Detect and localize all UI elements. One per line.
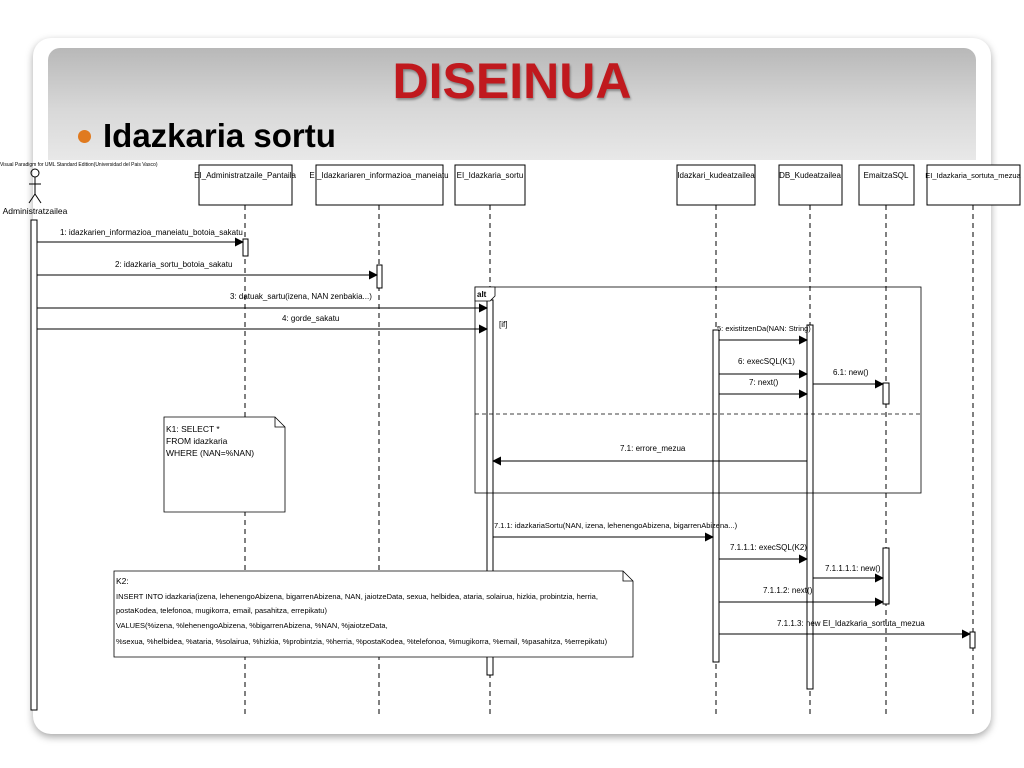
message-7-1-1-1-1 bbox=[813, 564, 883, 578]
message-label: 5: existitzenDa(NAN: String) bbox=[717, 324, 811, 333]
note-line: K2: bbox=[116, 576, 129, 586]
note-k1 bbox=[164, 417, 285, 512]
activation-bar bbox=[883, 383, 889, 404]
slide-title: DISEINUA bbox=[392, 53, 632, 109]
message-label: 6.1: new() bbox=[833, 368, 869, 377]
message-label: 7: next() bbox=[749, 378, 779, 387]
activation-bar bbox=[970, 632, 975, 648]
message-7 bbox=[719, 378, 807, 394]
message-2 bbox=[37, 260, 377, 275]
lifeline-label: EI_Idazkariaren_informazioa_maneiatu bbox=[309, 171, 449, 180]
lifeline-label: EI_Idazkaria_sortuta_mezua bbox=[925, 171, 1021, 180]
lifeline-emaitzasql bbox=[859, 165, 914, 715]
message-label: 7.1.1: idazkariaSortu(NAN, izena, lehenengoAbizena, bigarrenAbizena...) bbox=[494, 521, 738, 530]
message-1 bbox=[37, 228, 243, 242]
message-label: 7.1.1.2: next() bbox=[763, 586, 813, 595]
message-5 bbox=[717, 324, 811, 340]
note-line: FROM idazkaria bbox=[166, 436, 228, 446]
actor-activation bbox=[31, 220, 37, 710]
lifeline-label: EmaitzaSQL bbox=[863, 171, 909, 180]
activation-bar bbox=[883, 548, 889, 604]
message-label: 1: idazkarien_informazioa_maneiatu_botoia_sakatu bbox=[60, 228, 243, 237]
actor-label: Administratzailea bbox=[2, 206, 68, 216]
actor-administratzailea bbox=[3, 169, 68, 216]
message-label: 6: execSQL(K1) bbox=[738, 357, 795, 366]
activation-bar bbox=[243, 239, 248, 256]
note-line: postaKodea, telefonoa, mugikorra, email, pasahitza, errepikatu) bbox=[116, 606, 327, 615]
message-label: 7.1.1.3: new EI_Idazkaria_sortuta_mezua bbox=[777, 619, 925, 628]
message-7-1-1 bbox=[493, 521, 738, 537]
lifeline-label: DB_Kudeatzailea bbox=[779, 171, 841, 180]
message-7-1-1-1 bbox=[719, 543, 807, 559]
message-label: 4: gorde_sakatu bbox=[282, 314, 340, 323]
message-label: 3: datuak_sartu(izena, NAN zenbakia...) bbox=[230, 292, 372, 301]
message-6 bbox=[719, 357, 807, 374]
note-line: VALUES(%izena, %lehenengoAbizena, %bigarrenAbizena, %NAN, %jaiotzeData, bbox=[116, 621, 388, 630]
lifeline-label: EI_Idazkaria_sortu bbox=[456, 171, 524, 180]
lifeline-label: Idazkari_kudeatzailea bbox=[677, 171, 755, 180]
fragment-operator: alt bbox=[477, 290, 487, 299]
message-label: 2: idazkaria_sortu_botoia_sakatu bbox=[115, 260, 233, 269]
note-line: K1: SELECT * bbox=[166, 424, 220, 434]
message-label: 7.1.1.1.1: new() bbox=[825, 564, 881, 573]
note-line: INSERT INTO idazkaria(izena, lehenengoAbizena, bigarrenAbizena, NAN, jaiotzeData, sexua, helbidea, ataria, solairua, hizkia, probintzia, herria, bbox=[116, 592, 598, 601]
message-label: 7.1.1.1: execSQL(K2) bbox=[730, 543, 807, 552]
activation-bar bbox=[377, 265, 382, 288]
note-line: WHERE (NAN=%NAN) bbox=[166, 448, 255, 458]
diagram-watermark: Visual Paradigm for UML Standard Edition(Universidad del Pais Vasco) bbox=[0, 162, 158, 168]
alt-fragment bbox=[475, 287, 921, 493]
activation-bar bbox=[713, 330, 719, 662]
message-4 bbox=[37, 314, 487, 329]
message-7-1 bbox=[493, 444, 807, 461]
message-7-1-1-3 bbox=[719, 619, 970, 634]
message-3 bbox=[37, 292, 487, 308]
message-7-1-1-2 bbox=[719, 586, 883, 602]
note-k2 bbox=[114, 571, 633, 657]
message-6-1 bbox=[813, 368, 883, 384]
fragment-guard: [if] bbox=[499, 320, 508, 329]
lifeline-label: EI_Administratzaile_Pantaila bbox=[194, 171, 296, 180]
bullet-text: Idazkaria sortu bbox=[103, 117, 336, 154]
note-line: %sexua, %helbidea, %ataria, %solairua, %hizkia, %probintzia, %herria, %postaKodea, %telefonoa, %mugikorra, %email, %pasahitza, %errepikatu) bbox=[116, 637, 608, 646]
message-label: 7.1: errore_mezua bbox=[620, 444, 686, 453]
